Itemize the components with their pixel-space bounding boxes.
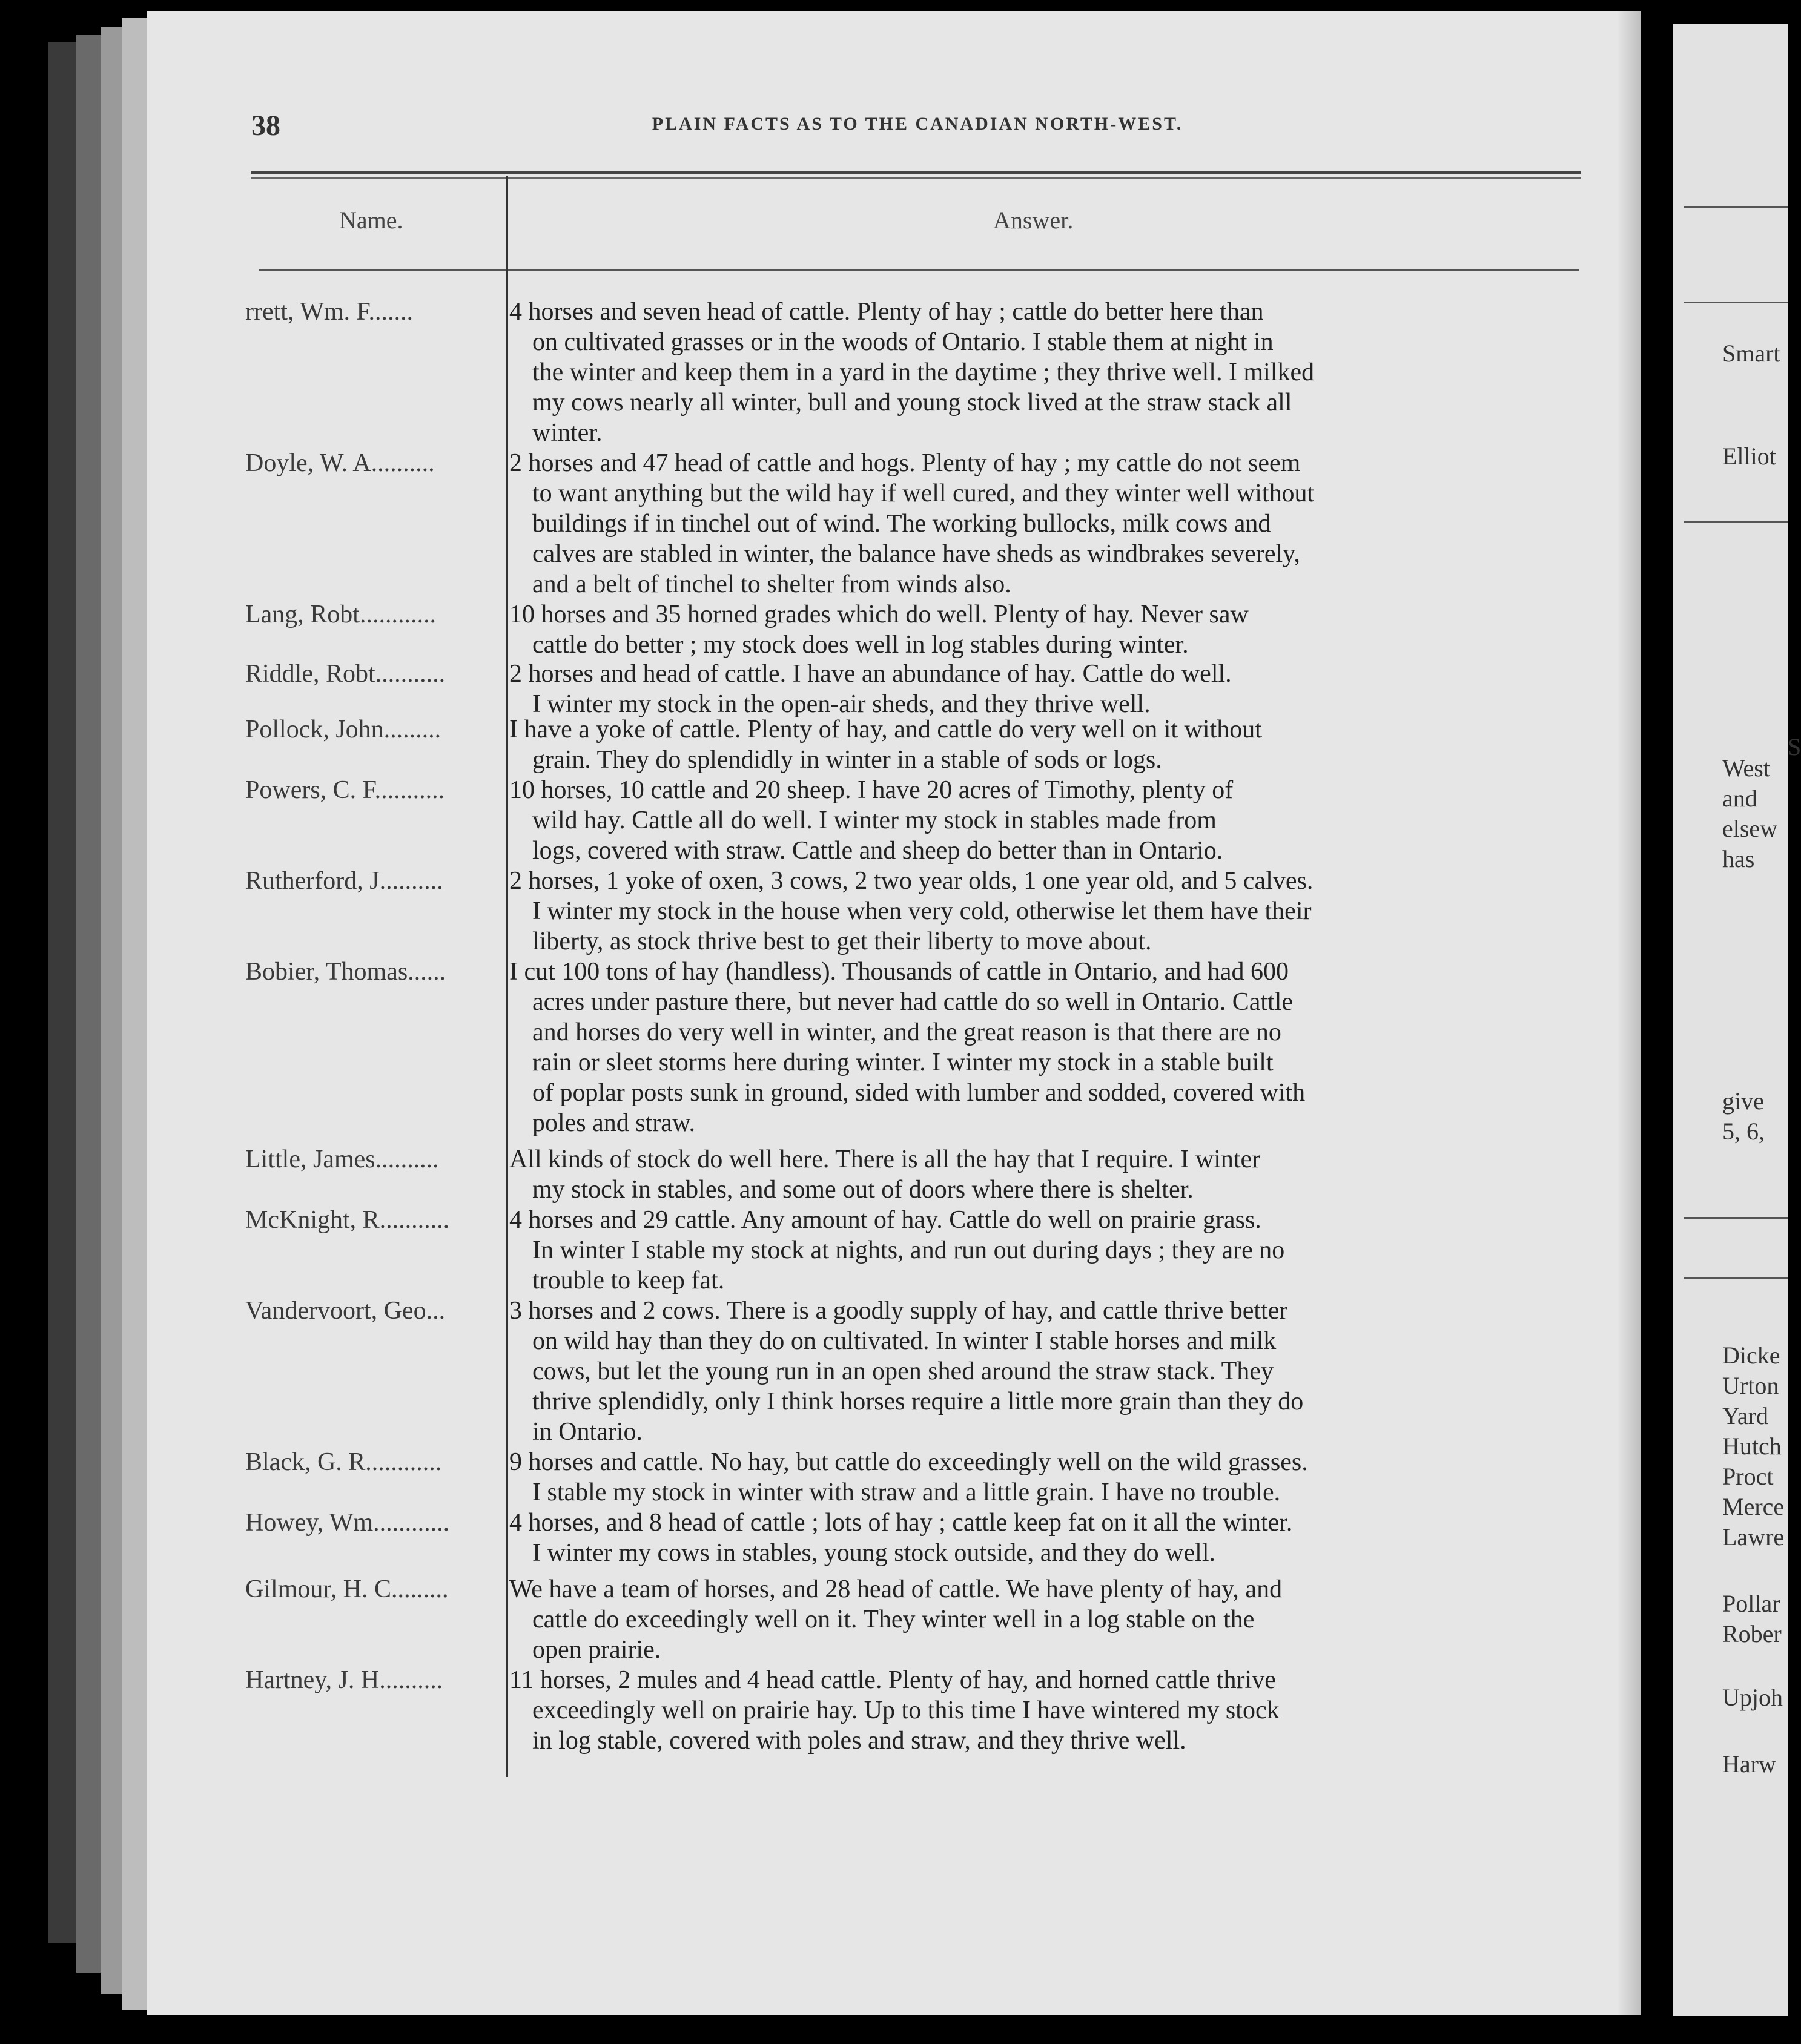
facing-rule: [1684, 302, 1788, 303]
facing-page-fragment: Yard: [1722, 1402, 1768, 1429]
column-header-answer: Answer.: [993, 206, 1074, 234]
entry-name: Doyle, W. A..........: [245, 449, 435, 477]
page-number: 38: [251, 110, 280, 142]
column-header-rule: [259, 269, 1579, 271]
facing-rule: [1684, 206, 1788, 208]
facing-page-fragment: Harw: [1722, 1750, 1776, 1778]
entry-name: Rutherford, J..........: [245, 867, 443, 895]
entry-answer: [509, 866, 1578, 957]
entry-name: Vandervoort, Geo...: [245, 1297, 446, 1325]
answer-line: In winter I stable my stock at nights, and run out during days ; they are no: [532, 1236, 1285, 1264]
facing-page-fragment: Rober: [1722, 1620, 1782, 1647]
entry-answer: [509, 659, 1578, 719]
answer-line: rain or sleet storms here during winter. I winter my stock in a stable built: [532, 1049, 1274, 1076]
answer-line: I winter my stock in the open-air sheds, and they thrive well.: [532, 690, 1151, 718]
entry-answer: [509, 1205, 1578, 1296]
facing-page-fragment: Urton: [1722, 1372, 1779, 1399]
answer-line: 4 horses, and 8 head of cattle ; lots of hay ; cattle keep fat on it all the winter.: [509, 1509, 1293, 1537]
answer-line: 3 horses and 2 cows. There is a goodly supply of hay, and cattle thrive better: [509, 1297, 1288, 1325]
answer-line: and horses do very well in winter, and the great reason is that there are no: [532, 1018, 1281, 1046]
answer-line: liberty, as stock thrive best to get their liberty to move about.: [532, 928, 1152, 955]
answer-line: 2 horses and head of cattle. I have an abundance of hay. Cattle do well.: [509, 660, 1232, 688]
answer-line: wild hay. Cattle all do well. I winter my stock in stables made from: [532, 806, 1217, 834]
header-rule: [251, 171, 1581, 174]
answer-line: my stock in stables, and some out of doors where there is shelter.: [532, 1176, 1194, 1204]
book-edge: [101, 27, 122, 1994]
answer-line: on wild hay than they do on cultivated. In winter I stable horses and milk: [532, 1327, 1277, 1355]
facing-page-fragment: has: [1722, 845, 1755, 872]
running-title: PLAIN FACTS AS TO THE CANADIAN NORTH-WEST.: [652, 114, 1183, 134]
entry-name: Gilmour, H. C.........: [245, 1575, 449, 1603]
answer-line: logs, covered with straw. Cattle and sheep do better than in Ontario.: [532, 837, 1223, 865]
answer-line: my cows nearly all winter, bull and young stock lived at the straw stack all: [532, 389, 1292, 417]
answer-line: on cultivated grasses or in the woods of Ontario. I stable them at night in: [532, 328, 1274, 356]
facing-page-fragment: Elliot: [1722, 443, 1776, 470]
answer-line: open prairie.: [532, 1636, 661, 1664]
entry-name: Little, James..........: [245, 1146, 439, 1173]
answer-line: I stable my stock in winter with straw and a little grain. I have no trouble.: [532, 1479, 1281, 1506]
answer-line: All kinds of stock do well here. There is all the hay that I require. I winter: [509, 1146, 1261, 1173]
facing-page-fragment: give: [1722, 1087, 1764, 1115]
header-rule: [251, 177, 1581, 179]
answer-line: thrive splendidly, only I think horses require a little more grain than they do: [532, 1388, 1304, 1416]
entry-name: Bobier, Thomas......: [245, 958, 446, 986]
answer-line: I have a yoke of cattle. Plenty of hay, and cattle do very well on it without: [509, 716, 1262, 743]
facing-page-fragment: S: [1788, 733, 1801, 760]
entry-answer: [509, 1508, 1578, 1568]
answer-line: cattle do exceedingly well on it. They winter well in a log stable on the: [532, 1606, 1255, 1634]
answer-line: to want anything but the wild hay if well cured, and they winter well without: [532, 480, 1315, 507]
entry-name: Lang, Robt............: [245, 601, 436, 628]
entry-answer: [509, 297, 1578, 448]
facing-page-fragment: and: [1722, 785, 1757, 812]
facing-rule: [1684, 521, 1788, 523]
entry-answer: [509, 1144, 1578, 1205]
facing-page: [1673, 24, 1801, 2016]
facing-page-fragment: Merce: [1722, 1493, 1785, 1520]
answer-line: of poplar posts sunk in ground, sided with lumber and sodded, covered with: [532, 1079, 1306, 1107]
entry-answer: [509, 448, 1578, 599]
answer-line: in Ontario.: [532, 1418, 643, 1446]
book-edge: [76, 35, 101, 1973]
book-edge: [48, 42, 76, 1943]
answer-line: I winter my cows in stables, young stock outside, and they do well.: [532, 1539, 1215, 1567]
answer-line: cattle do better ; my stock does well in log stables during winter.: [532, 631, 1189, 659]
entry-name: McKnight, R...........: [245, 1206, 450, 1234]
answer-line: 2 horses, 1 yoke of oxen, 3 cows, 2 two year olds, 1 one year old, and 5 calves.: [509, 867, 1314, 895]
facing-page-fragment: Hutch: [1722, 1432, 1782, 1460]
answer-line: winter.: [532, 419, 603, 447]
page-header: [251, 109, 1584, 151]
column-header-name: Name.: [339, 206, 403, 234]
answer-line: 4 horses and 29 cattle. Any amount of hay. Cattle do well on prairie grass.: [509, 1206, 1261, 1234]
entry-answer: [509, 714, 1578, 775]
facing-page-fragment: Dicke: [1722, 1342, 1780, 1369]
answer-line: 11 horses, 2 mules and 4 head cattle. Plenty of hay, and horned cattle thrive: [509, 1666, 1276, 1694]
facing-page-fragment: elsew: [1722, 815, 1778, 842]
facing-rule: [1684, 1278, 1788, 1279]
answer-line: acres under pasture there, but never had cattle do so well in Ontario. Cattle: [532, 988, 1294, 1016]
answer-line: 10 horses and 35 horned grades which do well. Plenty of hay. Never saw: [509, 601, 1249, 628]
answer-line: grain. They do splendidly in winter in a stable of sods or logs.: [532, 746, 1162, 774]
answer-line: trouble to keep fat.: [532, 1267, 725, 1294]
facing-page-fragment: Lawre: [1722, 1523, 1785, 1551]
column-divider: [506, 176, 508, 1777]
answer-line: 10 horses, 10 cattle and 20 sheep. I have 20 acres of Timothy, plenty of: [509, 776, 1234, 804]
entry-name: Powers, C. F...........: [245, 776, 445, 804]
facing-page-fragment: Proct: [1722, 1463, 1774, 1490]
entry-name: Howey, Wm............: [245, 1509, 450, 1537]
entry-answer: [509, 1665, 1578, 1756]
answer-line: 2 horses and 47 head of cattle and hogs. Plenty of hay ; my cattle do not seem: [509, 449, 1301, 477]
facing-page-fragment: Pollar: [1722, 1590, 1780, 1617]
answer-line: exceedingly well on prairie hay. Up to this time I have wintered my stock: [532, 1696, 1280, 1724]
answer-line: We have a team of horses, and 28 head of cattle. We have plenty of hay, and: [509, 1575, 1283, 1603]
entry-name: Hartney, J. H..........: [245, 1666, 443, 1694]
facing-page-fragment: Upjoh: [1722, 1684, 1783, 1711]
entry-name: Pollock, John.........: [245, 716, 441, 743]
answer-line: I winter my stock in the house when very cold, otherwise let them have their: [532, 897, 1312, 925]
facing-page-fragment: 5, 6,: [1722, 1118, 1765, 1145]
answer-line: cows, but let the young run in an open shed around the straw stack. They: [532, 1357, 1274, 1385]
answer-line: 4 horses and seven head of cattle. Plenty of hay ; cattle do better here than: [509, 298, 1264, 326]
entry-answer: [509, 957, 1578, 1138]
facing-page-fragment: West: [1722, 754, 1770, 782]
entry-answer: [509, 1296, 1578, 1447]
answer-line: poles and straw.: [532, 1109, 696, 1137]
answer-line: in log stable, covered with poles and straw, and they thrive well.: [532, 1727, 1186, 1755]
book-edge: [122, 18, 147, 2010]
facing-rule: [1684, 1217, 1788, 1219]
facing-page-fragment: Smart: [1722, 340, 1780, 367]
answer-line: and a belt of tinchel to shelter from winds also.: [532, 570, 1011, 598]
answer-line: buildings if in tinchel out of wind. The working bullocks, milk cows and: [532, 510, 1271, 538]
answer-line: 9 horses and cattle. No hay, but cattle do exceedingly well on the wild grasses.: [509, 1448, 1308, 1476]
entry-answer: [509, 599, 1578, 660]
answer-line: I cut 100 tons of hay (handless). Thousands of cattle in Ontario, and had 600: [509, 958, 1289, 986]
entry-name: rrett, Wm. F.......: [245, 298, 413, 326]
entry-name: Riddle, Robt...........: [245, 660, 446, 688]
entry-answer: [509, 1447, 1578, 1508]
entry-answer: [509, 1574, 1578, 1665]
answer-line: calves are stabled in winter, the balance have sheds as windbrakes severely,: [532, 540, 1300, 568]
answer-line: the winter and keep them in a yard in the daytime ; they thrive well. I milked: [532, 358, 1315, 386]
entry-answer: [509, 775, 1578, 866]
entry-name: Black, G. R............: [245, 1448, 442, 1476]
